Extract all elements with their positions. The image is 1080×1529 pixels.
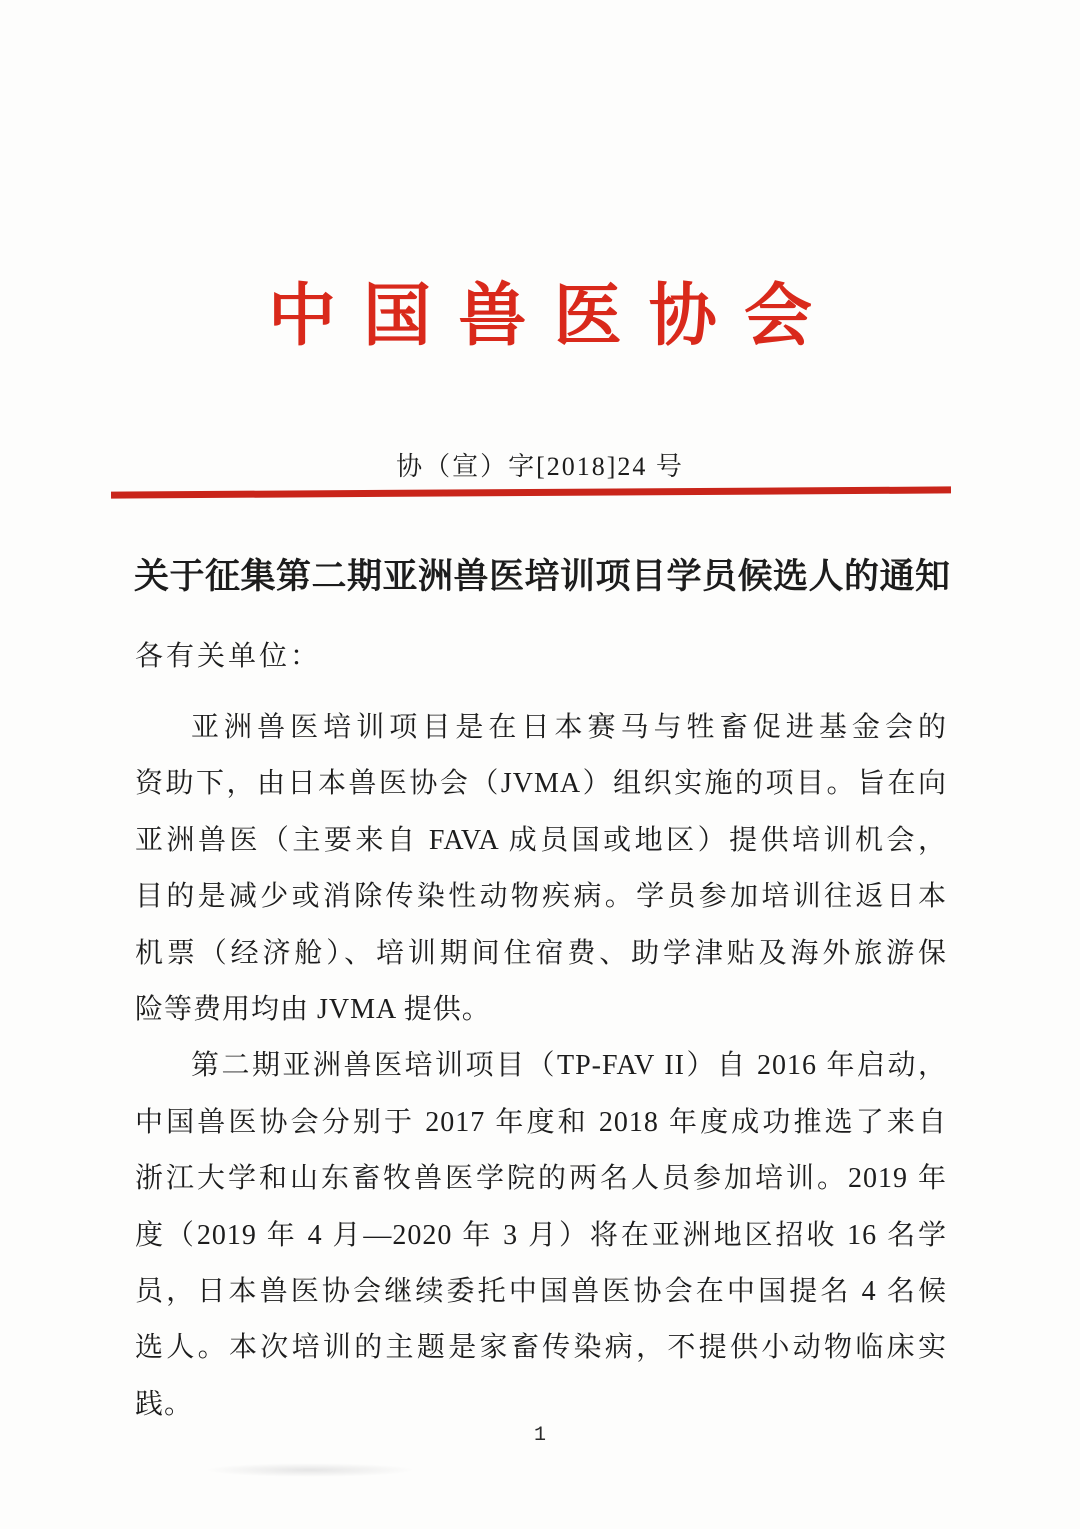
- notice-title: 关于征集第二期亚洲兽医培训项目学员候选人的通知: [134, 557, 951, 596]
- body-line: 浙江大学和山东畜牧兽医学院的两名人员参加培训。2019 年: [135, 1163, 947, 1195]
- body-line: 资助下，由日本兽医协会（JVMA）组织实施的项目。旨在向: [135, 768, 947, 800]
- body-line: 度（2019 年 4 月—2020 年 3 月）将在亚洲地区招收 16 名学: [135, 1219, 947, 1251]
- body-line: 选人。本次培训的主题是家畜传染病，不提供小动物临床实: [135, 1332, 947, 1364]
- body-line: 践。: [135, 1388, 194, 1420]
- body-line: 亚洲兽医培训项目是在日本赛马与牲畜促进基金会的: [191, 712, 947, 743]
- body-line: 机票（经济舱）、培训期间住宿费、助学津贴及海外旅游保: [135, 937, 947, 969]
- body-line: 亚洲兽医（主要来自 FAVA 成员国或地区）提供培训机会，: [135, 824, 947, 856]
- org-title: 中国兽医协会: [267, 278, 840, 354]
- scan-smudge: [205, 1463, 415, 1477]
- red-divider-rule: [111, 486, 951, 498]
- paragraph-1: [135, 700, 947, 1038]
- salutation: 各有关单位：: [135, 641, 322, 672]
- doc-number: 协（宣）字[2018]24 号: [396, 452, 684, 481]
- body-line: 第二期亚洲兽医培训项目（TP-FAV II）自 2016 年启动，: [191, 1050, 947, 1082]
- body-line: 员，日本兽医协会继续委托中国兽医协会在中国提名 4 名候: [135, 1275, 947, 1307]
- paragraph-2: [135, 1038, 947, 1433]
- body-line: 险等费用均由 JVMA 提供。: [135, 993, 491, 1025]
- page-number: 1: [533, 1424, 546, 1447]
- body-text: [135, 700, 947, 1433]
- body-line: 中国兽医协会分别于 2017 年度和 2018 年度成功推选了来自: [135, 1106, 947, 1138]
- body-line: 目的是减少或消除传染性动物疾病。学员参加培训往返日本: [135, 881, 947, 913]
